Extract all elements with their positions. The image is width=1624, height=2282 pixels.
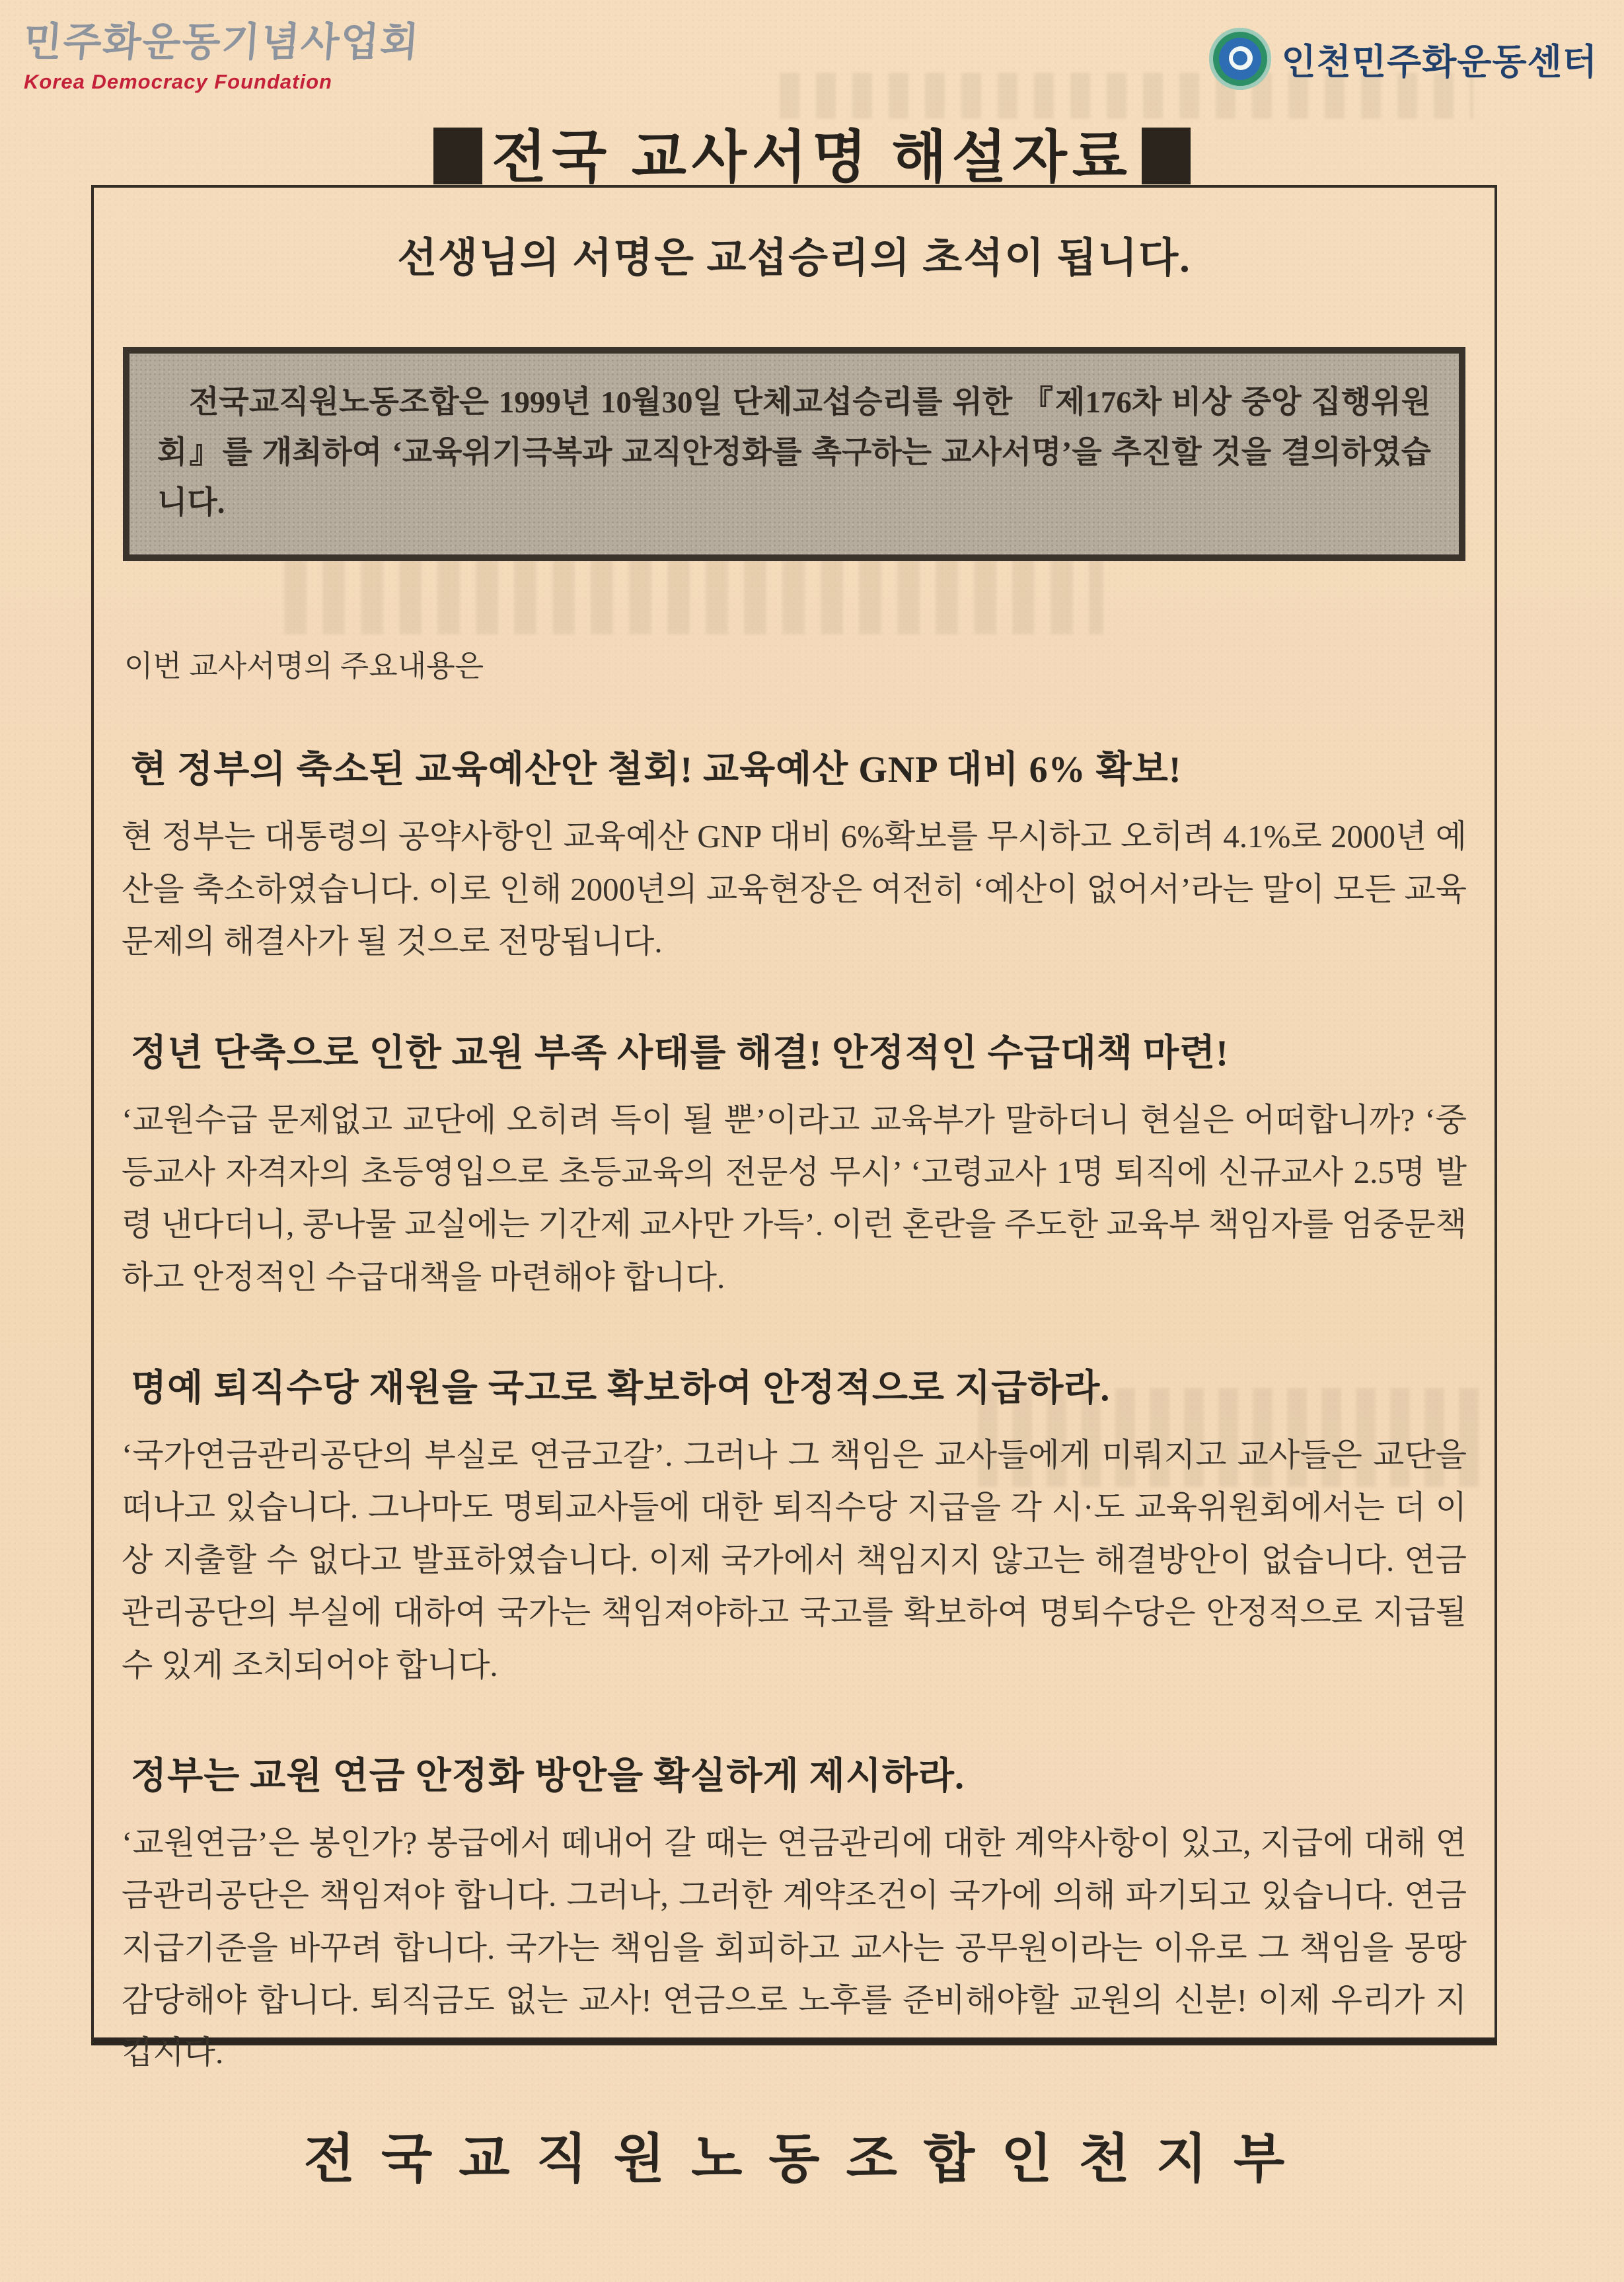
demand-section-teacher-shortage: [122, 1024, 1467, 1304]
title-left-square: [433, 128, 482, 184]
korea-democracy-foundation-logo: [24, 11, 420, 94]
section-body: ‘국가연금관리공단의 부실로 연금고갈’. 그러나 그 책임은 교사들에게 미뤄지고 교사들은 교단을 떠나고 있습니다. 그나마도 명퇴교사들에 대한 퇴직수당 지급을 각 시·도 교육위원회에서는 더 이상 지출할 수 없다고 발표하였습니다. 이제 국가에서 책임지지 않고는 해결방안이 없습니다. 연금관리공단의 부실에 대하여 국가는 책임져야하고 국고를 확보하여 명퇴수당은 안정적으로 지급될 수 있게 조치되어야 합니다.: [122, 1437, 1467, 1683]
incheon-center-emblem-icon: [1209, 28, 1271, 90]
emblem-swirl-icon: [1219, 38, 1261, 80]
demand-section-pension: [122, 1747, 1467, 2079]
issuing-organization-signature: 전국교직원노동조합인천지부: [303, 2130, 1311, 2189]
incheon-democracy-center-brand: [1209, 28, 1598, 90]
demand-section-budget: [122, 740, 1467, 968]
section-heading: 현 정부의 축소된 교육예산안 철회! 교육예산 GNP 대비 6% 확보!: [131, 749, 1182, 791]
union-resolution-notice-box: 전국교직원노동조합은 1999년 10월30일 단체교섭승리를 위한 『제176차 비상 중앙 집행위원회』를 개최하여 ‘교육위기극복과 교직안정화를 촉구하는 교사서명’을 추진할 것을 결의하였습니다.: [123, 347, 1465, 561]
foundation-english-wordmark: Korea Democracy Foundation: [24, 70, 332, 93]
section-body: 현 정부는 대통령의 공약사항인 교육예산 GNP 대비 6%확보를 무시하고 오히려 4.1%로 2000년 예산을 축소하였습니다. 이로 인해 2000년의 교육현장은 여전히 ‘예산이 없어서’라는 말이 모든 교육문제의 해결사가 될 것으로 전망됩니다.: [122, 818, 1467, 960]
section-body: ‘교원연금’은 봉인가? 봉급에서 떼내어 갈 때는 연금관리에 대한 계약사항이 있고, 지급에 대해 연금관리공단은 책임져야 합니다. 그러나, 그러한 계약조건이 국가에 의해 파기되고 있습니다. 연금지급기준을 바꾸려 합니다. 국가는 책임을 회피하고 교사는 공무원이라는 이유로 그 책임을 몽땅 감당해야 합니다. 퇴직금도 없는 교사! 연금으로 노후를 준비해야할 교원의 신분! 이제 우리가 지킵시다.: [122, 1824, 1467, 2071]
title-right-square: [1142, 128, 1191, 184]
leaflet-frame: [91, 185, 1497, 2189]
incheon-center-label: 인천민주화운동센터: [1281, 42, 1598, 82]
section-body: ‘교원수급 문제없고 교단에 오히려 득이 될 뿐’이라고 교육부가 말하더니 현실은 어떠합니까? ‘중등교사 자격자의 초등영입으로 초등교육의 전문성 무시’ ‘고령교사 1명 퇴직에 신규교사 2.5명 발령 낸다더니, 콩나물 교실에는 기간제 교사만 가득’. 이런 혼란을 주도한 교육부 책임자를 엄중문책하고 안정적인 수급대책을 마련해야 합니다.: [122, 1101, 1467, 1295]
section-heading: 정년 단축으로 인한 교원 부족 사태를 해결! 안정적인 수급대책 마련!: [131, 1032, 1229, 1074]
document-title: [0, 111, 1624, 193]
leaflet-subtitle: 선생님의 서명은 교섭승리의 초석이 됩니다.: [397, 236, 1191, 281]
section-heading: 정부는 교원 연금 안정화 방안을 확실하게 제시하라.: [131, 1755, 965, 1797]
signature-campaign-intro: 이번 교사서명의 주요내용은: [124, 650, 484, 683]
foundation-korean-wordmark: 민주화운동기념사업회: [22, 20, 422, 64]
section-heading: 명예 퇴직수당 재원을 국고로 확보하여 안정적으로 지급하라.: [131, 1368, 1111, 1409]
document-title-text: 전국 교사서명 해설자료: [492, 126, 1132, 189]
demand-section-retirement-allowance: [122, 1359, 1467, 1691]
